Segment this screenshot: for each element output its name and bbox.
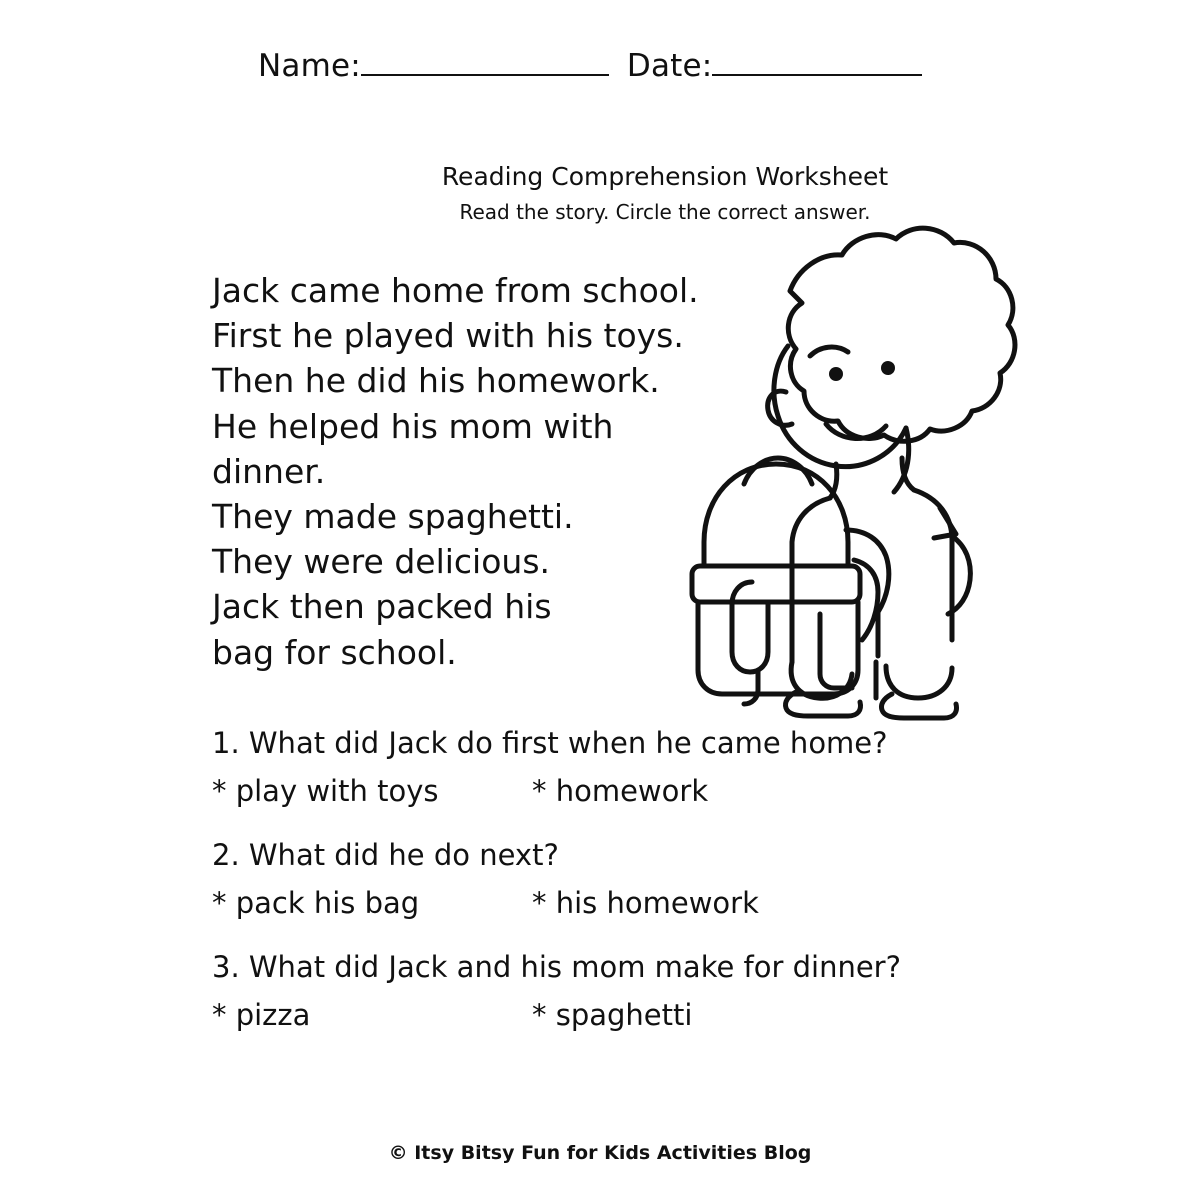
page-subtitle: Read the story. Circle the correct answer. — [459, 200, 871, 224]
date-label: Date: — [626, 48, 713, 84]
name-label: Name: — [258, 48, 361, 84]
question-choices — [212, 886, 1012, 920]
choice-option[interactable]: * pizza — [212, 998, 311, 1032]
choice-option[interactable]: * play with toys — [212, 774, 439, 808]
boy-with-backpack-illustration — [640, 196, 1020, 726]
story-line: They were delicious. — [212, 542, 551, 582]
page-title: Reading Comprehension Worksheet — [441, 162, 889, 191]
name-date-row — [258, 48, 1038, 84]
story-line: He helped his mom with — [212, 406, 614, 446]
story-line: Then he did his homework. — [212, 361, 660, 401]
question-text: 2. What did he do next? — [212, 838, 559, 872]
question-1 — [212, 726, 1012, 808]
choice-option[interactable]: * his homework — [532, 886, 759, 920]
story-line: dinner. — [212, 451, 326, 491]
date-write-line[interactable] — [712, 73, 922, 76]
choice-option[interactable]: * pack his bag — [212, 886, 420, 920]
question-3 — [212, 950, 1012, 1032]
choice-option[interactable]: * spaghetti — [532, 998, 693, 1032]
choice-option[interactable]: * homework — [532, 774, 709, 808]
story-line: bag for school. — [212, 632, 457, 672]
name-write-line[interactable] — [361, 73, 609, 76]
footer-credit: © Itsy Bitsy Fun for Kids Activities Blog — [388, 1142, 812, 1164]
question-2 — [212, 838, 1012, 920]
story-line: They made spaghetti. — [212, 497, 574, 537]
story-line: Jack came home from school. — [212, 271, 699, 310]
question-choices — [212, 998, 1012, 1032]
questions-section — [212, 726, 1012, 1062]
question-text: 3. What did Jack and his mom make for dinner? — [212, 950, 901, 984]
story-line: Jack then packed his — [212, 587, 552, 627]
question-choices — [212, 774, 1012, 808]
question-text: 1. What did Jack do first when he came home? — [212, 726, 888, 760]
story-line: First he played with his toys. — [212, 316, 684, 356]
